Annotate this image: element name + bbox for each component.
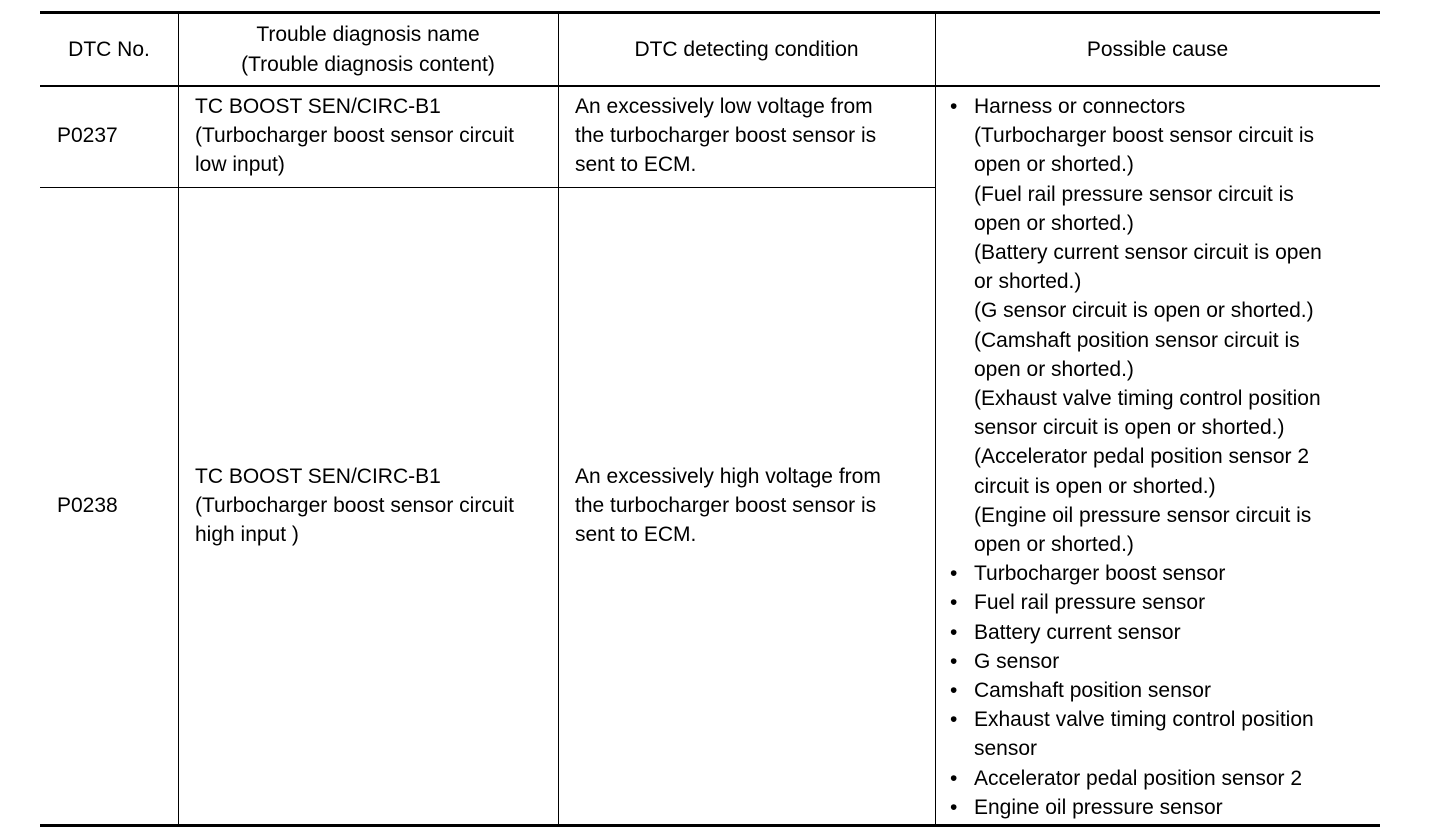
cause-sub-text: or shorted.) [974, 270, 1082, 294]
header-diagnosis-name [178, 14, 558, 85]
cause-item: • Turbocharger boost sensor [935, 559, 1380, 588]
cause-sub-text: (Accelerator pedal position sensor 2 [974, 445, 1310, 469]
condition-text: An excessively high voltage from [575, 465, 881, 488]
cause-item: • Engine oil pressure sensor [935, 793, 1380, 822]
row-p0238-name [195, 462, 557, 550]
possible-cause-list [935, 92, 1380, 822]
cause-item: • Battery current sensor [935, 618, 1380, 647]
header-dtc-no-label: DTC No. [68, 37, 150, 61]
row-p0238-dtc [57, 491, 118, 520]
header-possible-cause [935, 14, 1380, 85]
dtc-code: P0238 [57, 494, 118, 517]
cause-item: • Camshaft position sensor [935, 676, 1380, 705]
cause-harness-item [935, 92, 1380, 559]
cause-item-text: • Exhaust valve timing control position [974, 708, 1314, 732]
row-p0237-name [195, 92, 557, 180]
possible-cause-cell [935, 92, 1380, 822]
condition-text: the turbocharger boost sensor is [575, 124, 877, 148]
cause-sub-text: (Camshaft position sensor circuit is [974, 328, 1300, 352]
diagnosis-name-text: TC BOOST SEN/CIRC-B1 [195, 95, 441, 118]
cause-sub-text: open or shorted.) [974, 153, 1134, 177]
condition-text: the turbocharger boost sensor is [575, 494, 877, 518]
dtc-table [40, 11, 1380, 827]
cause-sub-text: (Exhaust valve timing control position [974, 387, 1321, 411]
header-divider [40, 85, 1380, 87]
header-detecting-condition-label: DTC detecting condition [634, 37, 859, 61]
header-diagnosis-content-label: (Trouble diagnosis content) [241, 52, 495, 76]
cause-item: • Fuel rail pressure sensor [935, 588, 1380, 617]
cause-sub-text: (Battery current sensor circuit is open [974, 241, 1322, 265]
cause-harness-title: • Harness or connectors [974, 95, 1186, 118]
condition-text: An excessively low voltage from [575, 95, 873, 118]
cause-item-text: sensor [974, 737, 1038, 761]
cause-item: • G sensor [935, 647, 1380, 676]
cause-sub-text: (Fuel rail pressure sensor circuit is [974, 182, 1294, 206]
diagnosis-name-text: TC BOOST SEN/CIRC-B1 [195, 465, 441, 488]
header-possible-cause-label: Possible cause [1086, 37, 1229, 61]
diagnosis-content-text: high input ) [195, 523, 299, 547]
condition-text: sent to ECM. [575, 153, 697, 177]
column-divider [178, 14, 179, 824]
row-p0237-dtc [57, 121, 118, 150]
dtc-code: P0237 [57, 124, 118, 147]
header-dtc-no [40, 14, 178, 85]
header-diagnosis-name-label: Trouble diagnosis name [256, 23, 480, 47]
row-divider [40, 187, 935, 188]
cause-sub-text: open or shorted.) [974, 357, 1134, 381]
cause-sub-text: open or shorted.) [974, 533, 1134, 557]
cause-sub-text: sensor circuit is open or shorted.) [974, 416, 1285, 440]
row-p0237-condition [575, 92, 933, 180]
cause-sub-text: (G sensor circuit is open or shorted.) [974, 299, 1314, 323]
condition-text: sent to ECM. [575, 523, 697, 547]
diagnosis-content-text: (Turbocharger boost sensor circuit [195, 494, 515, 518]
cause-sub-text: circuit is open or shorted.) [974, 474, 1216, 498]
cause-sub-text: (Engine oil pressure sensor circuit is [974, 503, 1312, 527]
cause-item: • Accelerator pedal position sensor 2 [935, 764, 1380, 793]
diagnosis-content-text: (Turbocharger boost sensor circuit [195, 124, 515, 148]
diagnosis-content-text: low input) [195, 153, 285, 177]
cause-item-exhaust [935, 705, 1380, 763]
cause-sub-text: (Turbocharger boost sensor circuit is [974, 124, 1315, 148]
row-p0238-condition [575, 462, 933, 550]
column-divider [558, 14, 559, 824]
header-detecting-condition [558, 14, 935, 85]
cause-sub-text: open or shorted.) [974, 211, 1134, 235]
